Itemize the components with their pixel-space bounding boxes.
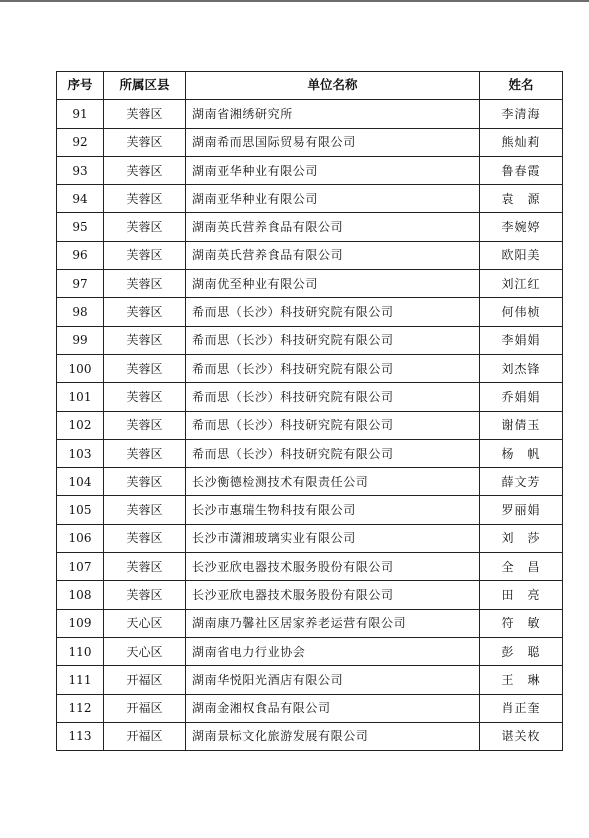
- table-row: [57, 383, 563, 411]
- cell-person-name: 彭 聪: [480, 637, 563, 665]
- table-row: [57, 156, 563, 184]
- header-unit-name: 单位名称: [186, 72, 480, 100]
- cell-district: 芙蓉区: [104, 241, 186, 269]
- cell-serial-number: 112: [57, 694, 104, 722]
- cell-serial-number: 94: [57, 185, 104, 213]
- cell-district: 芙蓉区: [104, 100, 186, 128]
- cell-person-name: 肖正奎: [480, 694, 563, 722]
- cell-district: 芙蓉区: [104, 156, 186, 184]
- table-row: [57, 524, 563, 552]
- cell-district: 天心区: [104, 637, 186, 665]
- cell-person-name: 欧阳美: [480, 241, 563, 269]
- table-row: [57, 298, 563, 326]
- cell-district: 芙蓉区: [104, 411, 186, 439]
- table-row: [57, 128, 563, 156]
- page-top-rule: [0, 0, 589, 2]
- cell-unit-name: 湖南亚华种业有限公司: [186, 185, 480, 213]
- header-district: 所属区县: [104, 72, 186, 100]
- cell-district: 芙蓉区: [104, 354, 186, 382]
- cell-serial-number: 102: [57, 411, 104, 439]
- table-row: [57, 496, 563, 524]
- table-row: [57, 637, 563, 665]
- cell-unit-name: 湖南优至种业有限公司: [186, 270, 480, 298]
- roster-table: [56, 71, 563, 751]
- table-row: [57, 185, 563, 213]
- cell-person-name: 李清海: [480, 100, 563, 128]
- table-row: [57, 609, 563, 637]
- cell-serial-number: 103: [57, 439, 104, 467]
- table-row: [57, 270, 563, 298]
- cell-unit-name: 湖南康乃馨社区居家养老运营有限公司: [186, 609, 480, 637]
- cell-person-name: 李娟娟: [480, 326, 563, 354]
- cell-person-name: 熊灿莉: [480, 128, 563, 156]
- cell-district: 芙蓉区: [104, 383, 186, 411]
- cell-serial-number: 109: [57, 609, 104, 637]
- cell-district: 芙蓉区: [104, 439, 186, 467]
- table-row: [57, 213, 563, 241]
- table-row: [57, 439, 563, 467]
- cell-district: 芙蓉区: [104, 553, 186, 581]
- header-person-name: 姓名: [480, 72, 563, 100]
- table-header-row: [57, 72, 563, 100]
- cell-unit-name: 希而思（长沙）科技研究院有限公司: [186, 354, 480, 382]
- table-body: [57, 100, 563, 751]
- cell-serial-number: 104: [57, 468, 104, 496]
- cell-unit-name: 长沙衡德检测技术有限责任公司: [186, 468, 480, 496]
- cell-person-name: 李婉婷: [480, 213, 563, 241]
- cell-serial-number: 100: [57, 354, 104, 382]
- table-row: [57, 722, 563, 750]
- cell-unit-name: 长沙亚欣电器技术服务股份有限公司: [186, 581, 480, 609]
- cell-unit-name: 希而思（长沙）科技研究院有限公司: [186, 383, 480, 411]
- cell-unit-name: 希而思（长沙）科技研究院有限公司: [186, 298, 480, 326]
- cell-person-name: 谢倩玉: [480, 411, 563, 439]
- cell-district: 芙蓉区: [104, 128, 186, 156]
- table-row: [57, 241, 563, 269]
- cell-district: 天心区: [104, 609, 186, 637]
- cell-unit-name: 长沙亚欣电器技术服务股份有限公司: [186, 553, 480, 581]
- cell-district: 芙蓉区: [104, 468, 186, 496]
- cell-serial-number: 99: [57, 326, 104, 354]
- table-row: [57, 411, 563, 439]
- cell-person-name: 符 敏: [480, 609, 563, 637]
- cell-serial-number: 111: [57, 666, 104, 694]
- cell-serial-number: 93: [57, 156, 104, 184]
- cell-unit-name: 湖南省湘绣研究所: [186, 100, 480, 128]
- cell-serial-number: 91: [57, 100, 104, 128]
- cell-district: 芙蓉区: [104, 326, 186, 354]
- cell-person-name: 田 亮: [480, 581, 563, 609]
- cell-serial-number: 110: [57, 637, 104, 665]
- table-row: [57, 326, 563, 354]
- cell-unit-name: 湖南华悦阳光酒店有限公司: [186, 666, 480, 694]
- cell-serial-number: 97: [57, 270, 104, 298]
- table-row: [57, 100, 563, 128]
- cell-serial-number: 92: [57, 128, 104, 156]
- cell-district: 开福区: [104, 666, 186, 694]
- cell-person-name: 袁 源: [480, 185, 563, 213]
- cell-serial-number: 108: [57, 581, 104, 609]
- cell-person-name: 鲁春霞: [480, 156, 563, 184]
- cell-serial-number: 96: [57, 241, 104, 269]
- cell-district: 芙蓉区: [104, 524, 186, 552]
- cell-person-name: 杨 帆: [480, 439, 563, 467]
- table-row: [57, 468, 563, 496]
- cell-person-name: 乔娟娟: [480, 383, 563, 411]
- cell-person-name: 全 昌: [480, 553, 563, 581]
- cell-district: 芙蓉区: [104, 298, 186, 326]
- cell-serial-number: 113: [57, 722, 104, 750]
- cell-unit-name: 湖南景标文化旅游发展有限公司: [186, 722, 480, 750]
- cell-unit-name: 希而思（长沙）科技研究院有限公司: [186, 411, 480, 439]
- cell-unit-name: 希而思（长沙）科技研究院有限公司: [186, 326, 480, 354]
- cell-serial-number: 101: [57, 383, 104, 411]
- cell-serial-number: 106: [57, 524, 104, 552]
- cell-unit-name: 希而思（长沙）科技研究院有限公司: [186, 439, 480, 467]
- cell-unit-name: 湖南省电力行业协会: [186, 637, 480, 665]
- cell-person-name: 刘 莎: [480, 524, 563, 552]
- cell-district: 芙蓉区: [104, 496, 186, 524]
- cell-person-name: 薛文芳: [480, 468, 563, 496]
- cell-person-name: 何伟桢: [480, 298, 563, 326]
- cell-person-name: 谌关枚: [480, 722, 563, 750]
- cell-person-name: 罗丽娟: [480, 496, 563, 524]
- cell-person-name: 刘杰锋: [480, 354, 563, 382]
- cell-unit-name: 长沙市惠瑞生物科技有限公司: [186, 496, 480, 524]
- cell-district: 芙蓉区: [104, 185, 186, 213]
- cell-serial-number: 105: [57, 496, 104, 524]
- cell-person-name: 王 琳: [480, 666, 563, 694]
- cell-unit-name: 湖南金湘权食品有限公司: [186, 694, 480, 722]
- cell-district: 芙蓉区: [104, 270, 186, 298]
- table-row: [57, 666, 563, 694]
- cell-serial-number: 107: [57, 553, 104, 581]
- header-serial-number: 序号: [57, 72, 104, 100]
- cell-district: 芙蓉区: [104, 581, 186, 609]
- table-row: [57, 581, 563, 609]
- table-row: [57, 354, 563, 382]
- cell-unit-name: 湖南亚华种业有限公司: [186, 156, 480, 184]
- cell-district: 开福区: [104, 722, 186, 750]
- cell-unit-name: 湖南英氏营养食品有限公司: [186, 213, 480, 241]
- cell-serial-number: 98: [57, 298, 104, 326]
- cell-unit-name: 湖南希而思国际贸易有限公司: [186, 128, 480, 156]
- cell-district: 开福区: [104, 694, 186, 722]
- table-row: [57, 694, 563, 722]
- cell-serial-number: 95: [57, 213, 104, 241]
- cell-unit-name: 湖南英氏营养食品有限公司: [186, 241, 480, 269]
- table-row: [57, 553, 563, 581]
- cell-person-name: 刘江红: [480, 270, 563, 298]
- cell-district: 芙蓉区: [104, 213, 186, 241]
- cell-unit-name: 长沙市潇湘玻璃实业有限公司: [186, 524, 480, 552]
